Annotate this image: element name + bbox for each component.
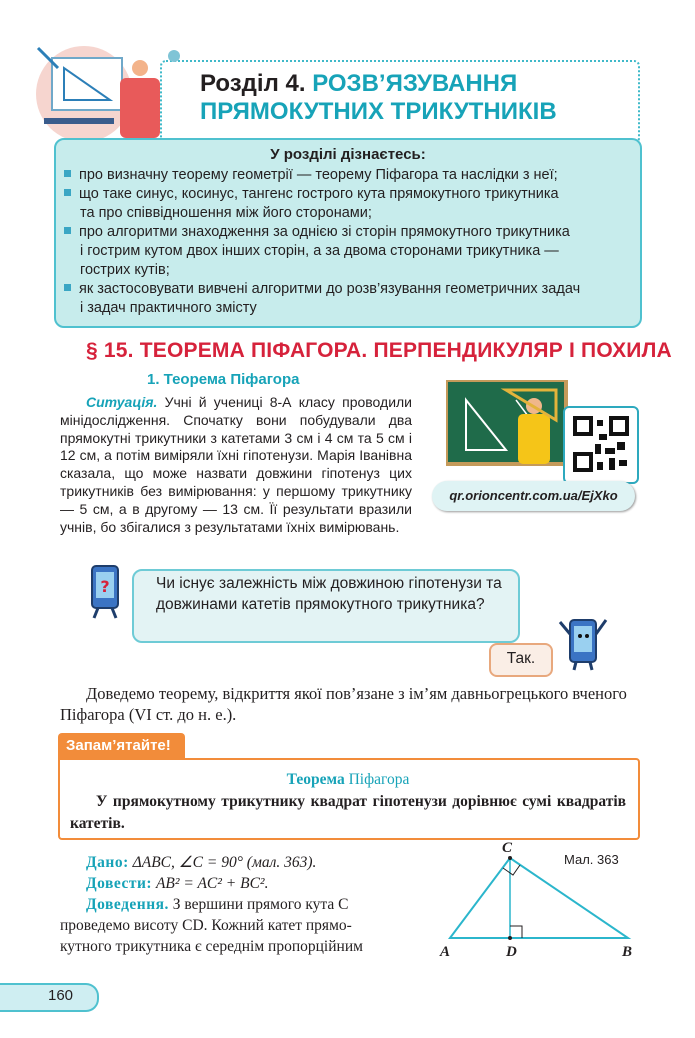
vertex-a-label: A bbox=[440, 944, 451, 960]
learn-heading: У розділі дізнаєтесь: bbox=[270, 146, 426, 163]
vertex-b-label: B bbox=[622, 944, 633, 960]
bullet-icon bbox=[64, 170, 71, 177]
phone-character-icon bbox=[84, 562, 140, 620]
dialog-answer: Так. bbox=[506, 650, 536, 667]
svg-text:?: ? bbox=[100, 577, 110, 596]
remember-label: Запам’ятайте! bbox=[66, 737, 171, 754]
theorem-title: Теорема Піфагора bbox=[286, 771, 410, 788]
chapter-title-line1: РОЗВ’ЯЗУВАННЯ bbox=[312, 70, 518, 97]
chapter-title-line2: ПРЯМОКУТНИХ ТРИКУТНИКІВ bbox=[200, 98, 557, 125]
theorem-text: У прямокутному трикутнику квадрат гіпотенузи дорівнює сумі квадратів катетів. bbox=[70, 793, 626, 832]
triangle-figure bbox=[430, 836, 650, 966]
proof-line: Доведення. З вершини прямого кута C bbox=[86, 896, 349, 913]
chapter-illustration bbox=[24, 38, 194, 148]
learn-item: про визначну теорему геометрії — теорему Піфагора та наслідки з неї; bbox=[64, 166, 636, 185]
vertex-d-label: D bbox=[506, 944, 517, 960]
section-title: § 15. ТЕОРЕМА ПІФАГОРА. ПЕРПЕНДИКУЛЯР І ПОХИЛА bbox=[86, 339, 672, 362]
qr-code[interactable] bbox=[563, 406, 639, 484]
qr-link[interactable]: qr.orioncentr.com.ua/EjXko bbox=[449, 488, 618, 503]
bullet-icon bbox=[64, 189, 71, 196]
learn-item: як застосовувати вивчені алгоритми до розв’язування геометричних задач і задач практичного змісту bbox=[64, 280, 636, 318]
bullet-icon bbox=[64, 284, 71, 291]
dialog-question: Чи існує залежність між довжиною гіпотенузи та довжинами катетів прямокутного трикутника? bbox=[156, 575, 502, 613]
proof-intro: Доведемо теорему, відкриття якої пов’язане з ім’ям давньогрецького вченого Піфагора (VI ст. до н. е.). bbox=[60, 684, 627, 724]
situation-label: Ситуація. bbox=[86, 394, 158, 410]
given-line: Дано: ΔABC, ∠C = 90° (мал. 363). bbox=[86, 854, 317, 871]
chapter-title bbox=[200, 70, 557, 126]
situation-paragraph bbox=[60, 394, 412, 536]
learn-item: що таке синус, косинус, тангенс гострого кута прямокутного трикутника та про співвідношення між його сторонами; bbox=[64, 185, 636, 223]
qr-code-icon bbox=[565, 408, 637, 482]
situation-text: Учні й учениці 8-А класу проводили мінідослідження. Спочатку вони побудували два прямокутні трикутники з катетами 3 см і 4 см та 5 см і 12 см, а потім виміряли їхні гіпотенузи. Марія Іванівна сказала, що може назвати довжини гіпотенуз цих трикутників без вимірювання: у першому трикутнику — 5 см, а в другому — 13 см. Її результати вразили учнів, бо збігалися з результатами їхніх вимірювань. bbox=[60, 394, 412, 535]
prove-line: Довести: AB² = AC² + BC². bbox=[86, 875, 269, 892]
proof-line: проведемо висоту CD. Кожний катет прямо- bbox=[60, 917, 352, 934]
figure-caption: Мал. 363 bbox=[564, 852, 619, 867]
proof-line: кутного трикутника є середнім пропорційним bbox=[60, 938, 363, 955]
phone-character-icon bbox=[556, 612, 610, 672]
subsection-title: 1. Теорема Піфагора bbox=[147, 371, 300, 388]
chapter-number: Розділ 4. bbox=[200, 70, 306, 97]
learn-item: про алгоритми знаходження за однією зі сторін прямокутного трикутника і гострим кутом двох інших сторін, а за двома сторонами трикутника — гострих кутів; bbox=[64, 223, 636, 280]
page-number: 160 bbox=[48, 987, 74, 1004]
bullet-icon bbox=[64, 227, 71, 234]
vertex-c-label: C bbox=[502, 840, 513, 856]
